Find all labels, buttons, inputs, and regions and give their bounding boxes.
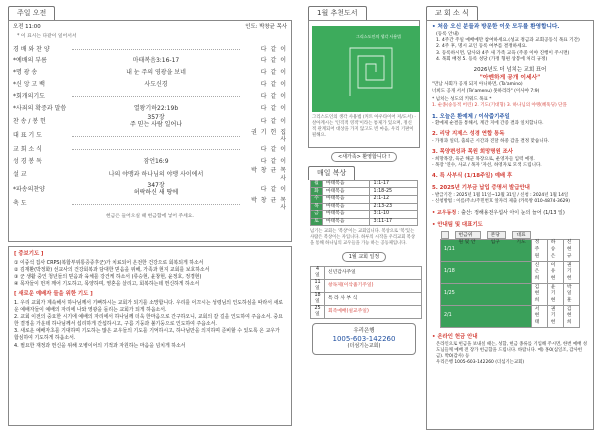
offering-account <box>312 323 416 355</box>
order-row <box>13 43 287 55</box>
calendar-pill: 1월 교회 일정 <box>342 252 387 262</box>
order-row <box>13 197 287 212</box>
right-page <box>304 0 600 425</box>
welcome-line: 1. 4주간 주일 예배예만 참여하세요.(성교 정금과 교회공동식 목표 기간) <box>436 38 580 43</box>
order-header <box>13 24 287 31</box>
prayer-box <box>8 246 292 426</box>
order-item-name: *사죄의 확증과 말씀 <box>13 104 67 112</box>
order-item-name: 대 표 기 도 <box>13 132 42 140</box>
order-item-responsible: 다 같 이 <box>260 57 287 65</box>
staff-cell: 하승은 <box>547 239 563 261</box>
staff-cell: 1/11 <box>441 239 532 261</box>
stand-note: * 이 표시는 다같이 일어서서 <box>17 33 77 39</box>
news-5-detail-a: - 발급기간 : 2025년 1월 11일~12월 31일 / 신청 : 2024년 1월 14일 <box>432 192 569 198</box>
staff-cell: 이유현 <box>547 262 563 284</box>
verse-day: 월 <box>311 180 323 188</box>
order-item-responsible: 다 같 이 <box>260 45 287 53</box>
verse-book: 마태복음 <box>323 218 370 226</box>
order-item-name: *신 앙 고 백 <box>13 81 45 89</box>
news-3: 3. 목양편성과 목원 희망명원 조사 <box>432 149 514 156</box>
welcome-list <box>436 32 588 64</box>
staff-row <box>441 284 580 306</box>
order-item-name: 찬 송 / 봉 헌 <box>13 117 46 125</box>
prayer-heading: [ 중보기도 ] <box>14 250 44 257</box>
online-account: 우리은행 1005-603-142260 (더섬기는교회) <box>436 360 525 366</box>
order-item-responsible: 박 창 균 목 사 <box>251 167 287 182</box>
staff-header-cell: 헌금위원 및 안 <box>455 231 481 239</box>
news-2-detail: - 가정과 일터, 출퇴근 시간과 진달 하중 감을 결정 맞습니다. <box>432 138 550 144</box>
calendar-date: 4일 <box>311 266 325 279</box>
order-item-content: 잠언16:9 <box>143 157 169 165</box>
verse-day: 금 <box>311 211 323 219</box>
staff-cell: 윤기현 <box>547 284 563 306</box>
calendar-row <box>311 266 422 279</box>
verse-day: 화 <box>311 188 323 196</box>
verse-row <box>311 180 418 188</box>
verse-row <box>311 195 418 203</box>
order-row <box>13 129 287 144</box>
staff-cell: 2/1 <box>441 306 532 328</box>
online-text: 온라인으로 헌금을 보내실 때는, 성함, 헌금 종류를 기입해 주시면, 한번 예배 성도님들께 예배 전 장가 헌금함을 드립니다. 바랍니다. 예) 홍0(십일조, 감사헌금). 박0(감사) 등 <box>436 341 588 360</box>
order-item-leader-dots <box>72 204 240 205</box>
calendar-date: 11일 <box>311 279 325 292</box>
order-row <box>13 114 287 128</box>
calendar-table <box>310 266 422 319</box>
order-item-content: 내 눈 주의 영광을 보네 <box>126 69 186 77</box>
staff-header-cell: 대표기도 <box>512 231 531 239</box>
order-item-content: 347장 허락하신 새 땅에 <box>133 182 179 197</box>
staff-cell: 박일훈 <box>563 284 579 306</box>
calendar-row <box>311 292 422 305</box>
verse-book: 마태복음 <box>323 180 370 188</box>
service-leader: 인도: 박창균 목사 <box>245 23 287 30</box>
welcome-line: 3. 등록하시면, 담사와 4주 새 가족 교육 (주중 이야 진행이 주시면) <box>436 50 570 56</box>
order-item-name: 경 배 와 찬 양 <box>13 45 50 53</box>
order-item-content: 마태복음3:16-17 <box>132 57 180 65</box>
prayer-item: ④ 목자들이 먼저 깨어 기도하고, 목양하며, 영혼을 살리고, 회복하는데 헌신하게 하소서 <box>14 280 200 287</box>
verse-book: 마태복음 <box>323 203 370 211</box>
order-item-name: *회개의기도 <box>13 92 45 100</box>
vision-line: 1. 순종(숭동적 어린) 2. 기도(기대형) 3. 하나님의 야맹(혜뚝딩) 단플 <box>432 103 567 109</box>
new-worship-item: 1. 우리 교회가 계속해서 하나님께서 기뻐하시는 교회가 되기를 소망합니다. 우리를 이끄시는 성령님의 인도하심을 따라서 새로운 예배자들이 예배의 자리에 나와 영광을 돌리는 교회가 되게 하옵소서. <box>14 299 283 313</box>
new-worship-item: 3. 새로운 예배자초를 기대하며 기도하는 많은 교우들의 기도를 기억하시고, 하나님만을 의지하며 준비할 수 있도록 온 교우가 합심하여 기도하게 하옵소서. <box>14 328 280 342</box>
order-item-name: *예배의 부름 <box>13 57 47 65</box>
order-item-leader-dots <box>72 49 240 50</box>
welcome-line: 2. 4주 후, 명시 교인 등록 여부를 결정하세요. <box>436 44 528 50</box>
prayer-item: ① 이중석 집사 CRPS(복합부위통증증후군)가 치료되어 온전한 건강으로 회복되게 하소서 <box>14 259 204 266</box>
order-item-leader-dots <box>72 149 240 150</box>
motto-title: 2026년도 더 넘치는 교회 표어 <box>473 66 547 73</box>
motto: "아멘하게 공개 이세사" <box>479 75 541 82</box>
order-item-responsible: 다 같 이 <box>260 185 287 193</box>
order-row <box>13 67 287 79</box>
staff-cell: 권기헌 <box>563 262 579 284</box>
staff-cell: 신은희 <box>531 262 547 284</box>
service-tab: 주일 오전 <box>8 6 55 20</box>
calendar-event: 창독제(이삭줍기주일) <box>325 279 422 292</box>
verse-ref: 2:13-23 <box>370 203 418 211</box>
welcome-pill: <새가족> 환영합니다 ! <box>331 152 397 162</box>
order-item-name: 성 경 봉 독 <box>13 157 42 165</box>
order-item-name: *명 광 송 <box>13 69 38 77</box>
calendar-row <box>311 305 422 318</box>
news-3-detail-a: - 희망목장, 육군 해군 목장으로, 운영자들 입력 예정. <box>432 156 535 162</box>
order-item-name: 축 도 <box>13 200 27 208</box>
prayer-item: ② 김재환(박정화) 선교사의 건강회복과 담대한 믿음을 위해, 가족과 현지 교회를 보호하소서 <box>14 266 210 273</box>
order-row <box>13 182 287 196</box>
verse-ref: 2:1-12 <box>370 195 418 203</box>
staff-header-cell: 본당 입구 <box>487 231 507 239</box>
calendar-row <box>311 279 422 292</box>
order-row <box>13 167 287 182</box>
news-5-detail-b: - 신청방법 : 이름/주소/주민번호 앞자리 제출 (카톡방 010-4874-3629) <box>432 198 570 204</box>
order-item-name: 교 회 소 식 <box>13 145 42 153</box>
account-number: 1005-603-142260 <box>332 334 396 343</box>
staff-cell: 김현희 <box>531 284 547 306</box>
verse-day: 토 <box>311 218 323 226</box>
calendar-event: 신년감사주일 <box>325 266 422 279</box>
book-caption: 그리스도인의 생각 사용법 (커트 아우타이어 저/도서) · 살아계시는 '인격적 영적'이라는 통제가 있으며, 정신적 관계되어 대상을 가지 않고도 빈 마음, 우리 기판이 될해요. <box>312 114 416 138</box>
order-item-responsible: 박 창 균 목 사 <box>251 196 287 212</box>
order-item-responsible: 다 같 이 <box>260 117 287 125</box>
church-news <box>426 6 594 430</box>
book-column <box>308 6 420 430</box>
verse-row <box>311 211 418 219</box>
order-of-worship <box>8 20 292 242</box>
order-row <box>13 144 287 156</box>
book-tab: 1월 추천도서 <box>308 6 367 20</box>
book-box <box>308 20 420 148</box>
order-item-name: *파송의찬양 <box>13 185 45 193</box>
calendar-date: 18일 <box>311 292 325 305</box>
order-item-content: 사도신경 <box>144 81 168 89</box>
order-item-responsible: 다 같 이 <box>260 104 287 112</box>
verse-book: 마태복음 <box>323 195 370 203</box>
vision-title: * 넘치는 성도의 키워드 목표 * <box>432 96 492 102</box>
account-holder: (더섬기는교회) <box>347 343 381 350</box>
verse-row <box>311 218 418 226</box>
order-item-content: 나의 야맹과 하나님의 야맹 사이에서 <box>108 170 204 178</box>
staff-cell: 정주원 <box>531 239 547 261</box>
calendar-event: 회족예배(설교주일) <box>325 305 422 318</box>
dept-block: • 교우동정 : 출산: 정해용전우섭사 아이 눈의 늘어 (1/13 일) <box>432 209 565 216</box>
book-cover-art <box>312 26 420 112</box>
staff-cell: 서현태 <box>531 306 547 328</box>
welcome-line: (등록 안내) <box>436 31 459 37</box>
verse-day: 수 <box>311 195 323 203</box>
order-row <box>13 91 287 103</box>
order-item-content: 열왕기하22:19b <box>133 104 179 112</box>
staff-cell: 신현규 <box>563 239 579 261</box>
verse-ref: 1:1-17 <box>370 180 418 188</box>
order-row <box>13 55 287 67</box>
news-1: 1. 오늘은 환예제 / 이삭줍기주일 <box>432 113 510 120</box>
staff-cell: 1/25 <box>441 284 532 306</box>
left-page <box>0 0 298 425</box>
new-worship-item: 4. 필요한 재정과 헌신을 위해 오병이어의 기적과 자원하는 마음을 넘치게 하소서 <box>14 342 186 349</box>
news-2: 2. 리당 지제스 성경 연합 통독 <box>432 131 505 138</box>
order-item-content: 357장 주 믿는 사람 일어나 <box>129 114 183 129</box>
order-item-leader-dots <box>72 96 240 97</box>
service-time: 오전 11:00 <box>13 23 41 30</box>
verse-ref: 1:18-25 <box>370 188 418 196</box>
prayer-list <box>14 260 286 288</box>
calendar-event: 특 라 사 부 식 <box>325 292 422 305</box>
staff-cell: 김현희 <box>563 306 579 328</box>
verse-ref: 3:1-10 <box>370 211 418 219</box>
staff-heading: • 안내팀 및 대표기도 <box>432 221 483 228</box>
news-3-detail-b: - 목장 '연수, 사교 / 목자 '자선, 하영자로 모색 드립니다. <box>432 163 542 169</box>
order-row <box>13 102 287 114</box>
order-item-responsible: 다 같 이 <box>260 92 287 100</box>
order-item-responsible: 다 같 이 <box>260 145 287 153</box>
welcome-line: 4. 목회 배정 5. 등록 성당 (가정 형편 상봉에 처리 규정) <box>436 57 548 63</box>
verse-day: 목 <box>311 203 323 211</box>
order-item-responsible: 다 같 이 <box>260 81 287 89</box>
order-list <box>13 43 287 211</box>
staff-row <box>441 306 580 328</box>
staff-cell: 1/18 <box>441 262 532 284</box>
welcome-heading: • 처음 오신 분들과 방문한 이웃 모두를 환영합니다. <box>432 23 560 30</box>
order-item-responsible: 다 같 이 <box>260 69 287 77</box>
verse-book: 마태복음 <box>323 211 370 219</box>
staff-table <box>440 231 580 328</box>
verse-note: 넘기는 교회는 '복상'이는 교회입니다. 복상으로 '복'있는 사람은 복상이는 자입니다. 하루의 시작을 우리교회 복상을 통해 하나님의 교우들을 가능 하는 공동체입니다. <box>310 229 416 246</box>
order-item-leader-dots <box>72 136 240 137</box>
verse-row <box>311 203 418 211</box>
staff-cell: 권기헌 <box>547 306 563 328</box>
verse-row <box>311 188 418 196</box>
verse-ref: 3:11-17 <box>370 218 418 226</box>
motto-sub2: 너희도 공개 서서 (Te'amenu) 못하리라" (이사야 7:9) <box>432 88 540 94</box>
bank-name: 우리은행 <box>353 327 375 334</box>
news-body <box>426 20 594 430</box>
prayer-item: ③ 군 생활 중인 청년들의 믿음과 육체를 강건케 하소서 (류승현, 윤창현, 윤정호, 정경현) <box>14 273 202 280</box>
news-5: 5. 2025년 기부금 납입 증명서 발급안내 <box>432 184 530 191</box>
order-row <box>13 79 287 91</box>
motto-block <box>432 67 588 83</box>
new-worship-heading: [ 새로운 예배자 들을 위한 기도 ] <box>14 291 93 298</box>
order-item-responsible: 다 같 이 <box>260 157 287 165</box>
news-1-detail: - 환예제 순결을 통해서, 계간 지에 간증 결과 일치합니다. <box>432 121 544 127</box>
verse-tab: 매일 복상 <box>308 166 355 180</box>
order-row <box>13 155 287 167</box>
book-cover-image <box>312 26 420 112</box>
order-item-responsible: 권 기 헌 집 사 <box>251 128 287 144</box>
book-cover-title: 그리스도인의 생각 사용법 <box>356 33 402 39</box>
verse-book: 마태복음 <box>323 188 370 196</box>
order-item-name: 설 교 <box>13 170 27 178</box>
calendar-date: 25일 <box>311 305 325 318</box>
offering-note: 헌금은 들어오실 때 헌금함에 넣어 주세요. <box>106 213 194 219</box>
staff-header-cell <box>441 231 449 239</box>
news-tab: 교 회 소 식 <box>426 6 478 20</box>
staff-header-row <box>441 231 532 239</box>
new-worship-list <box>14 300 286 350</box>
motto-sub: "만남 사회가 공개 되지 아니하면, (Ta'amino) <box>432 82 523 88</box>
online-heading: • 온라인 헌금 안내 <box>432 334 478 341</box>
staff-row <box>441 262 580 284</box>
news-4: 4. 특 사부식 (1/18주일) 예배 후 <box>432 173 513 180</box>
new-worship-item: 2. 교회 이전의 중요한 시기에 예배의 자리에서 하나님께 더욱 한마음으로 간구하오니, 교회의 갈 길을 인도하여 주옵소서. 중요한 결정을 가운데 하나님께서 섭리하게 간섭하시고, 구름 기둥과 불기둥으로 인도하여 주옵소서. <box>14 314 283 328</box>
verse-table <box>310 180 418 227</box>
